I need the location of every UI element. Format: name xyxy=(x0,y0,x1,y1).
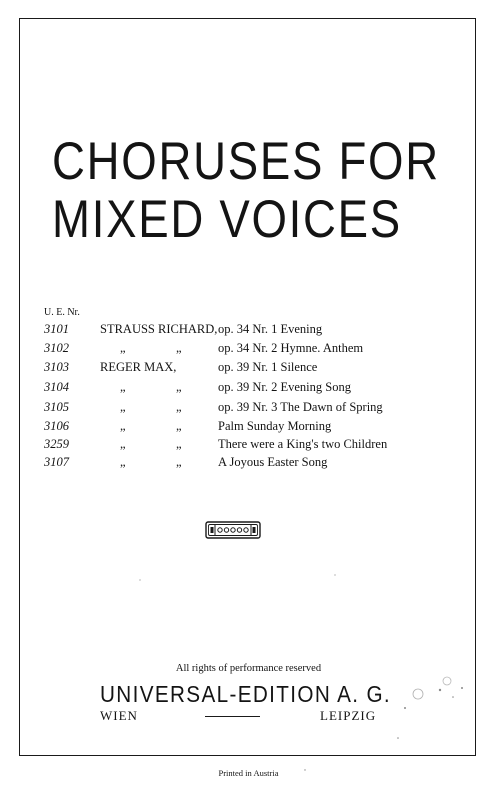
city-wien: WIEN xyxy=(100,708,138,723)
ditto-mark: „ xyxy=(176,455,182,469)
work-title: A Joyous Easter Song xyxy=(218,455,328,469)
work-title: op. 39 Nr. 1 Silence xyxy=(218,360,318,374)
work-title: op. 34 Nr. 1 Evening xyxy=(218,322,323,336)
ditto-mark: „ xyxy=(176,419,182,433)
ditto-mark: „ xyxy=(120,341,126,355)
work-title: There were a King's two Children xyxy=(218,437,388,451)
title-line-2: MIXED VOICES xyxy=(52,190,402,249)
title-line-1: CHORUSES FOR xyxy=(52,132,440,191)
edition-number: 3259 xyxy=(44,437,69,451)
rights-notice: All rights of performance reserved xyxy=(175,663,322,674)
edition-number: 3101 xyxy=(44,322,69,336)
ditto-mark: „ xyxy=(120,455,126,469)
edition-number: 3105 xyxy=(44,400,69,414)
edition-number: 3103 xyxy=(44,360,69,374)
ditto-mark: „ xyxy=(120,437,126,451)
ditto-mark: „ xyxy=(120,419,126,433)
work-title: op. 39 Nr. 2 Evening Song xyxy=(218,380,351,394)
work-title: Palm Sunday Morning xyxy=(218,419,332,433)
ditto-mark: „ xyxy=(120,380,126,394)
ditto-mark: „ xyxy=(176,437,182,451)
ditto-mark: „ xyxy=(120,400,126,414)
composer: STRAUSS RICHARD, xyxy=(100,322,218,336)
edition-number: 3104 xyxy=(44,380,69,394)
edition-number: 3102 xyxy=(44,341,69,355)
printed-in-note: Printed in Austria xyxy=(218,768,279,778)
publisher-name: UNIVERSAL-EDITION A. G. xyxy=(100,681,392,707)
ue-number-label: U. E. Nr. xyxy=(44,307,80,318)
edition-number: 3107 xyxy=(44,455,69,469)
work-title: op. 39 Nr. 3 The Dawn of Spring xyxy=(218,400,383,414)
ditto-mark: „ xyxy=(176,400,182,414)
work-title: op. 34 Nr. 2 Hymne. Anthem xyxy=(218,341,364,355)
city-leipzig: LEIPZIG xyxy=(320,708,377,723)
ditto-mark: „ xyxy=(176,341,182,355)
edition-number: 3106 xyxy=(44,419,69,433)
composer: REGER MAX, xyxy=(100,360,177,374)
ditto-mark: „ xyxy=(176,380,182,394)
